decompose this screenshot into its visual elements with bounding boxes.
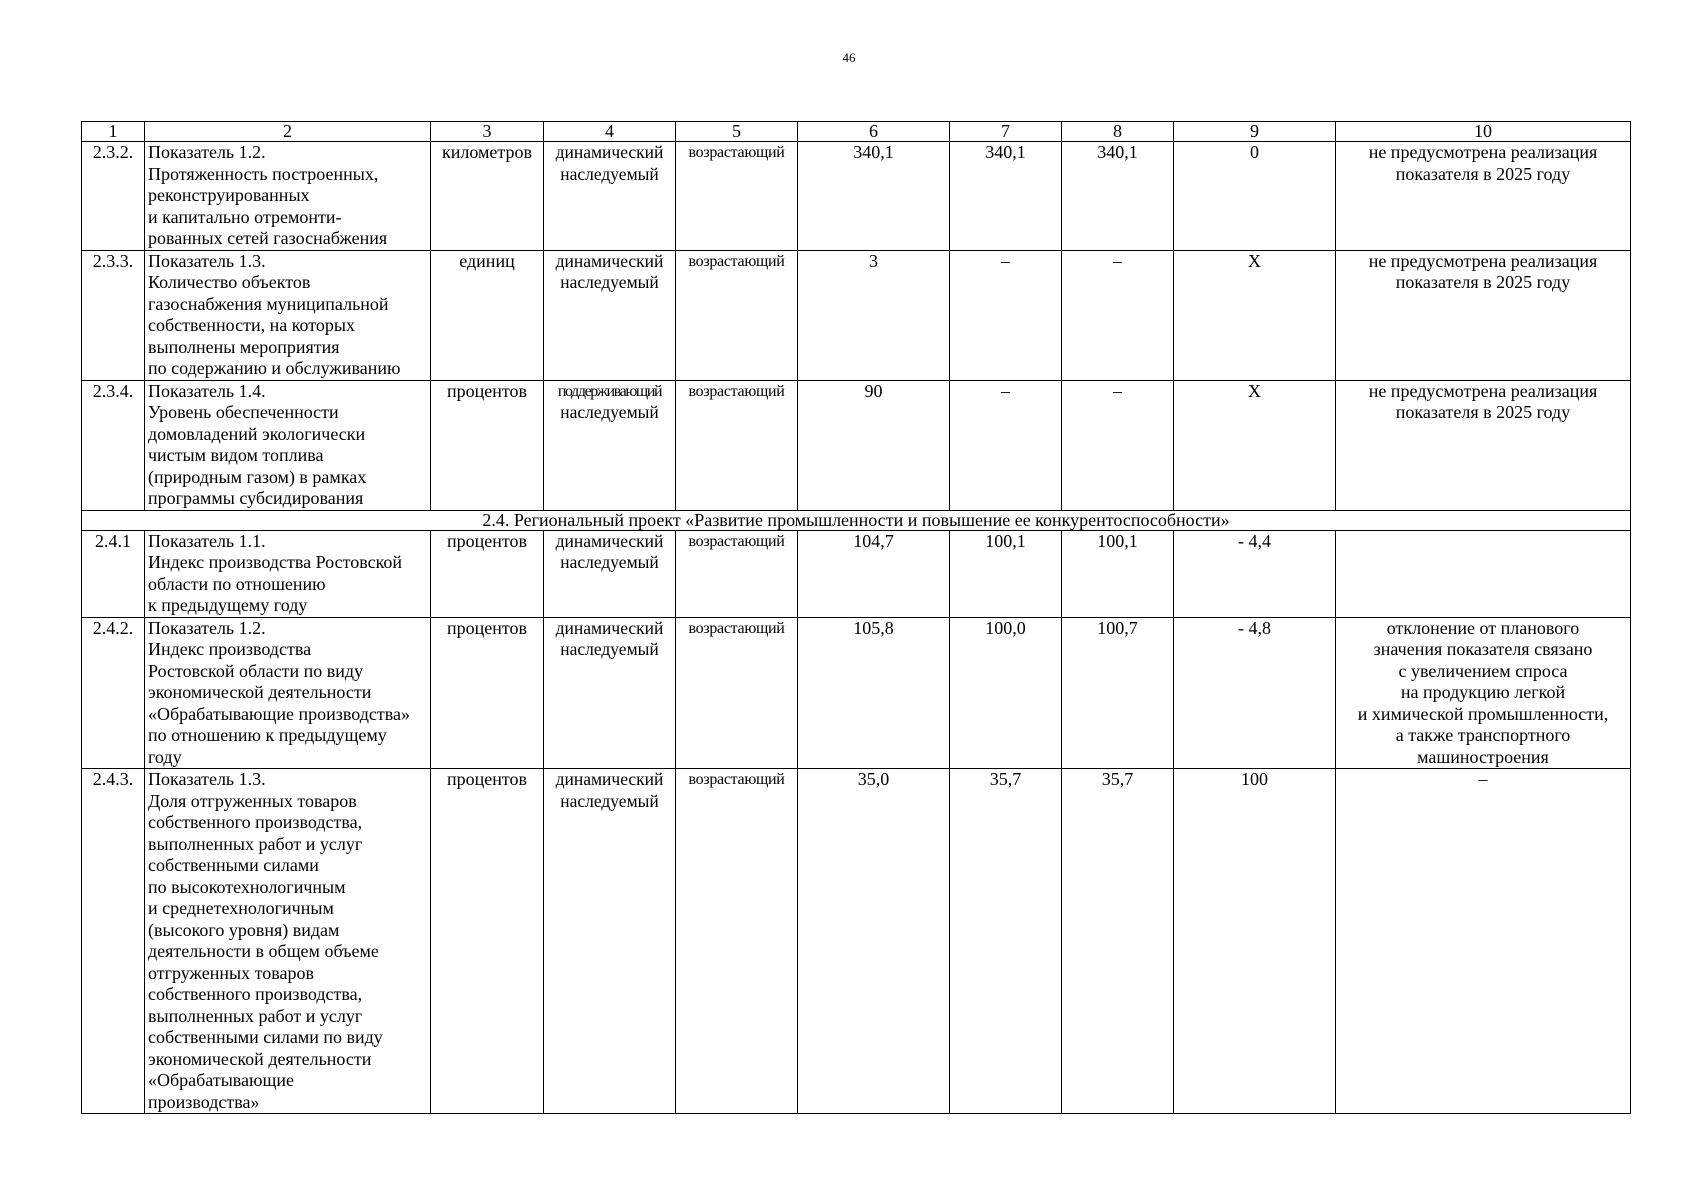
cell-value: 35,7 xyxy=(1101,769,1134,789)
cell-value: процентов xyxy=(446,530,527,551)
column-header: 9 xyxy=(1174,122,1336,142)
indicator-direction xyxy=(676,769,798,1114)
indicator-type-line: динамический xyxy=(555,250,664,271)
note-line: показателя в 2025 году xyxy=(1395,402,1571,422)
indicator-name-line: (высокого уровня) видам xyxy=(148,919,340,940)
indicator-type-line: динамический xyxy=(555,617,664,638)
indicator-name xyxy=(145,142,431,251)
cell-value: возрастающий xyxy=(688,252,785,270)
indicator-name-line: (природным газом) в рамках xyxy=(148,466,367,487)
column-header: 3 xyxy=(431,122,544,142)
cell-value: – xyxy=(1001,380,1010,401)
note-line: не предусмотрена реализация xyxy=(1368,380,1598,401)
indicator-name-line: Показатель 1.2. xyxy=(148,142,266,162)
value-col-6 xyxy=(798,380,950,510)
indicator-name xyxy=(145,617,431,769)
indicator-table xyxy=(81,121,1631,1114)
cell-value: 100,1 xyxy=(985,530,1026,551)
note-line: а также транспортного xyxy=(1395,725,1571,745)
indicator-name-line: Показатель 1.3. xyxy=(148,769,266,789)
cell-value: 105,8 xyxy=(853,617,894,638)
value-col-9 xyxy=(1174,250,1336,380)
note-line: значения показателя связано xyxy=(1373,639,1593,659)
cell-value: процентов xyxy=(446,380,527,401)
note-line: показателя в 2025 году xyxy=(1395,163,1571,184)
section-row xyxy=(82,510,1631,530)
cell-value: 3 xyxy=(869,250,878,271)
indicator-name-line: Индекс производства xyxy=(148,639,312,659)
indicator-name-line: к предыдущему году xyxy=(148,595,308,615)
cell-value: 2.3.4. xyxy=(92,380,134,401)
cell-value: 2.4.1 xyxy=(95,530,131,551)
note-line: не предусмотрена реализация xyxy=(1368,250,1598,271)
indicator-name-line: собственности, на которых xyxy=(148,315,356,335)
indicator-name xyxy=(145,530,431,617)
cell-value: возрастающий xyxy=(688,382,785,400)
cell-value: – xyxy=(1001,250,1010,271)
value-col-6 xyxy=(798,142,950,251)
value-col-6 xyxy=(798,250,950,380)
cell-value: процентов xyxy=(446,617,527,638)
indicator-name-line: Количество объектов xyxy=(148,272,311,292)
indicator-name-line: по высокотехнологичным xyxy=(148,876,346,897)
unit-cell xyxy=(431,380,544,510)
indicator-name-line: реконструированных xyxy=(148,185,310,205)
indicator-name-line: области по отношению xyxy=(148,573,326,594)
indicator-name-line: и среднетехнологичным xyxy=(148,898,334,918)
indicator-name-line: чистым видом топлива xyxy=(148,445,324,465)
note-cell xyxy=(1336,142,1631,251)
column-header: 10 xyxy=(1336,122,1631,142)
table-row xyxy=(82,617,1631,769)
table-row xyxy=(82,380,1631,510)
column-header: 4 xyxy=(544,122,676,142)
note-cell xyxy=(1336,617,1631,769)
column-header: 8 xyxy=(1062,122,1174,142)
page-number: 46 xyxy=(842,50,856,65)
unit-cell xyxy=(431,530,544,617)
row-number xyxy=(82,250,145,380)
row-number xyxy=(82,380,145,510)
indicator-name-line: собственными силами по виду xyxy=(148,1027,383,1047)
cell-value: возрастающий xyxy=(688,144,785,161)
header-row xyxy=(82,122,1631,142)
indicator-type xyxy=(544,250,676,380)
indicator-type-line: наследуемый xyxy=(560,402,659,422)
value-col-9 xyxy=(1174,380,1336,510)
indicator-name-line: выполненных работ и услуг xyxy=(148,833,363,854)
row-number xyxy=(82,142,145,251)
indicator-name-line: Протяженность построенных, xyxy=(148,163,379,184)
indicator-name-line: рованных сетей газоснабжения xyxy=(148,228,388,248)
indicator-type xyxy=(544,530,676,617)
value-col-6 xyxy=(798,769,950,1114)
value-col-7 xyxy=(950,142,1062,251)
indicator-name-line: деятельности в общем объеме xyxy=(148,941,379,961)
column-header: 7 xyxy=(950,122,1062,142)
value-col-9 xyxy=(1174,769,1336,1114)
indicator-type-line: наследуемый xyxy=(560,163,659,184)
indicator-direction xyxy=(676,380,798,510)
value-col-8 xyxy=(1062,617,1174,769)
indicator-direction xyxy=(676,530,798,617)
indicator-type-line: поддерживающий xyxy=(557,382,662,400)
indicator-type xyxy=(544,617,676,769)
cell-value: 35,0 xyxy=(857,769,890,789)
indicator-name-line: собственного производства, xyxy=(148,812,363,832)
cell-value: 340,1 xyxy=(1097,142,1138,162)
column-header: 5 xyxy=(676,122,798,142)
cell-value: возрастающий xyxy=(688,771,785,788)
note-line: и химической промышленности, xyxy=(1357,703,1609,724)
cell-value: процентов xyxy=(446,769,527,789)
column-header: 6 xyxy=(798,122,950,142)
cell-value: 2.4.3. xyxy=(92,769,134,789)
indicator-type-line: наследуемый xyxy=(560,639,659,659)
table-row xyxy=(82,250,1631,380)
value-col-8 xyxy=(1062,530,1174,617)
note-cell xyxy=(1336,530,1631,617)
value-col-8 xyxy=(1062,142,1174,251)
row-number xyxy=(82,617,145,769)
indicator-direction xyxy=(676,617,798,769)
cell-value: единиц xyxy=(459,250,515,271)
note-line: – xyxy=(1478,769,1488,789)
cell-value: 35,7 xyxy=(989,769,1022,789)
indicator-name-line: Ростовской области по виду xyxy=(148,660,364,681)
cell-value: 100,0 xyxy=(985,617,1026,638)
cell-value: 340,1 xyxy=(985,142,1026,162)
table-row xyxy=(82,530,1631,617)
cell-value: возрастающий xyxy=(688,532,785,550)
indicator-name-line: по отношению к предыдущему xyxy=(148,725,387,745)
note-cell xyxy=(1336,250,1631,380)
unit-cell xyxy=(431,142,544,251)
indicator-name-line: отгруженных товаров xyxy=(148,962,314,983)
indicator-name-line: экономической деятельности xyxy=(148,1048,372,1069)
indicator-name xyxy=(145,250,431,380)
indicator-name-line: домовладений экологически xyxy=(148,423,366,444)
indicator-name-line: Показатель 1.4. xyxy=(148,380,266,401)
cell-value: - 4,8 xyxy=(1238,617,1271,638)
value-col-9 xyxy=(1174,530,1336,617)
indicator-type-line: наследуемый xyxy=(560,272,659,292)
section-title: 2.4. Региональный проект «Развитие промышленности и повышение ее конкурентоспособности» xyxy=(82,510,1631,530)
unit-cell xyxy=(431,769,544,1114)
indicator-name-line: собственного производства, xyxy=(148,984,363,1004)
indicator-name-line: собственными силами xyxy=(148,855,319,875)
value-col-8 xyxy=(1062,769,1174,1114)
indicator-direction xyxy=(676,250,798,380)
indicator-name-line: производства» xyxy=(148,1091,260,1112)
cell-value: возрастающий xyxy=(688,619,785,637)
cell-value: 104,7 xyxy=(853,530,894,551)
cell-value: 0 xyxy=(1250,142,1259,162)
unit-cell xyxy=(431,250,544,380)
indicator-type xyxy=(544,769,676,1114)
indicator-type-line: наследуемый xyxy=(560,552,659,572)
indicator-name-line: «Обрабатывающие производства» xyxy=(148,703,410,724)
note-line: на продукцию легкой xyxy=(1400,682,1566,702)
value-col-7 xyxy=(950,530,1062,617)
cell-value: X xyxy=(1248,380,1261,401)
cell-value: 100,1 xyxy=(1097,530,1138,551)
cell-value: 90 xyxy=(864,380,883,401)
row-number xyxy=(82,769,145,1114)
note-line: отклонение от планового xyxy=(1386,617,1580,638)
value-col-7 xyxy=(950,769,1062,1114)
column-header: 1 xyxy=(82,122,145,142)
indicator-name-line: «Обрабатывающие xyxy=(148,1070,294,1090)
indicator-type-line: наследуемый xyxy=(560,790,659,811)
cell-value: - 4,4 xyxy=(1238,530,1271,551)
value-col-6 xyxy=(798,617,950,769)
cell-value: 2.4.2. xyxy=(92,617,134,638)
indicator-name-line: Доля отгруженных товаров xyxy=(148,790,357,811)
table-body xyxy=(82,122,1631,1114)
note-cell xyxy=(1336,380,1631,510)
indicator-name-line: году xyxy=(148,746,182,767)
cell-value: – xyxy=(1113,380,1122,401)
indicator-name-line: по содержанию и обслуживанию xyxy=(148,358,401,378)
value-col-8 xyxy=(1062,380,1174,510)
note-line: не предусмотрена реализация xyxy=(1368,142,1598,162)
value-col-6 xyxy=(798,530,950,617)
indicator-name-line: Индекс производства Ростовской xyxy=(148,552,403,572)
cell-value: 2.3.3. xyxy=(92,250,134,271)
indicator-name-line: программы субсидирования xyxy=(148,488,364,508)
value-col-7 xyxy=(950,380,1062,510)
table-row xyxy=(82,142,1631,251)
indicator-direction xyxy=(676,142,798,251)
cell-value: 2.3.2. xyxy=(92,142,134,162)
cell-value: 100 xyxy=(1241,769,1268,789)
indicator-name xyxy=(145,380,431,510)
indicator-name-line: Показатель 1.3. xyxy=(148,250,266,271)
unit-cell xyxy=(431,617,544,769)
table-row xyxy=(82,769,1631,1114)
cell-value: километров xyxy=(442,142,532,162)
note-line: машиностроения xyxy=(1417,746,1549,767)
column-header: 2 xyxy=(145,122,431,142)
row-number xyxy=(82,530,145,617)
note-cell xyxy=(1336,769,1631,1114)
indicator-type xyxy=(544,142,676,251)
indicator-type-line: динамический xyxy=(555,530,664,551)
note-line: с увеличением спроса xyxy=(1398,660,1568,681)
cell-value: 100,7 xyxy=(1097,617,1138,638)
indicator-type xyxy=(544,380,676,510)
indicator-name-line: Показатель 1.1. xyxy=(148,530,266,551)
indicator-type-line: динамический xyxy=(555,142,664,162)
indicator-name xyxy=(145,769,431,1114)
indicator-type-line: динамический xyxy=(555,769,664,789)
value-col-7 xyxy=(950,250,1062,380)
cell-value: – xyxy=(1113,250,1122,271)
indicator-name-line: экономической деятельности xyxy=(148,682,372,702)
cell-value: 340,1 xyxy=(853,142,894,162)
cell-value: X xyxy=(1248,250,1261,271)
value-col-8 xyxy=(1062,250,1174,380)
value-col-9 xyxy=(1174,142,1336,251)
indicator-name-line: выполненных работ и услуг xyxy=(148,1005,363,1026)
indicator-name-line: Показатель 1.2. xyxy=(148,617,266,638)
indicator-name-line: Уровень обеспеченности xyxy=(148,402,339,422)
value-col-7 xyxy=(950,617,1062,769)
value-col-9 xyxy=(1174,617,1336,769)
indicator-name-line: и капитально отремонти- xyxy=(148,206,342,227)
indicator-name-line: газоснабжения муниципальной xyxy=(148,293,389,314)
note-line: показателя в 2025 году xyxy=(1395,272,1571,292)
indicator-name-line: выполнены мероприятия xyxy=(148,336,340,357)
